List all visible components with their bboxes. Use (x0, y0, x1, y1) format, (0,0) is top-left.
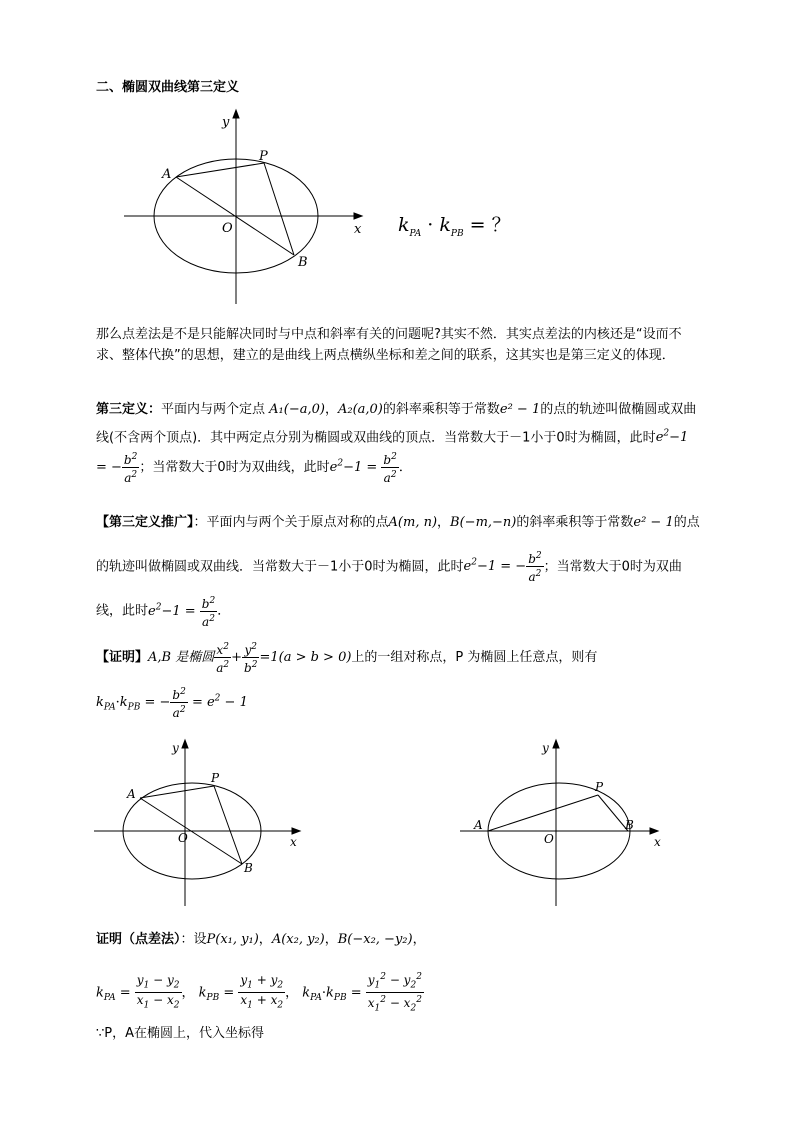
extension-text2: 的斜率乘积等于常数 (516, 515, 634, 530)
label-p: P (211, 771, 220, 785)
label-b: B (298, 255, 308, 270)
label-o: O (222, 221, 233, 236)
fraction-b2-a2: $\frac{b^2}{a^2}$ (123, 452, 138, 486)
label-o: O (544, 832, 554, 846)
segment-ap (176, 163, 264, 177)
fraction-x2-a2: $\frac{x^2}{a^2}$ (216, 642, 230, 675)
last-line: ∵P，A在椭圆上，代入坐标得 (96, 1026, 265, 1041)
label-y: y (222, 115, 230, 130)
ellipse-relation: $e^2-1$ = − (463, 558, 527, 575)
segment-pb (264, 163, 294, 255)
fraction-product: $\frac{y_1^2 - y_2^2}{x_1^2 - x_2^2}$ (367, 972, 422, 1014)
definition-text3: 的点的轨迹叫做椭圆或双曲线(不含两个顶点)．其中两定点分别为椭圆或双曲线的顶点．当常数大于－1小于0时为椭圆，此时 (96, 402, 697, 446)
label-b: B (625, 818, 634, 832)
x-axis-arrow-icon (292, 828, 300, 834)
extension-label: 【第三定义推广】 (96, 515, 194, 530)
period: ． (217, 603, 231, 619)
figure-ellipse-2 (90, 738, 310, 910)
label-o: O (178, 831, 188, 845)
point-a: A(m, n) (388, 515, 438, 530)
fraction-b2-a2: $\frac{b^2}{a^2}$ (172, 687, 186, 720)
question-mark: ？ (491, 214, 511, 236)
ellipse-relation: $e^2-1$ = − (96, 429, 689, 476)
definition-text2: 的斜率乘积等于常数 (382, 402, 500, 417)
label-b: B (244, 861, 253, 875)
comma: ， (324, 932, 338, 947)
extension-text5: 大于0时为双曲线，此时 (96, 559, 682, 619)
proof-text1: A,B 是椭圆 (148, 650, 215, 665)
pointdiff-line (96, 928, 426, 947)
proof-result: $k_{PA}\cdot k_{PB}$ = − $\frac{b^2}{a^2}$ = $e^2 - 1$ (96, 687, 248, 720)
y-axis-arrow-icon (233, 110, 239, 118)
definition-block (96, 398, 700, 485)
label-y: y (172, 741, 179, 755)
fraction-kpb: $\frac{y_1 + y_2}{x_1 + x_2}$ (240, 973, 284, 1011)
period: ． (398, 460, 412, 476)
slopes-line: $k_{PA}$ = $\frac{y_1 - y_2}{x_1 - x_2}$ ， $k_{PB}$ = $\frac{y_1 + y_2}{x_1 + x_2}$ ， $k_{PA}\cdot k_{PB}$ = $\frac{y_1^2 - y_2^2}{x_1^2 - x_2^2}$ (96, 972, 422, 1014)
extension-text1: ：平面内与两个关于原点对称的点 (193, 515, 389, 530)
section-title: 二、椭圆双曲线第三定义 (96, 80, 240, 95)
label-x: x (354, 222, 362, 237)
point-b: B(−m,−n) (450, 515, 517, 530)
comma: ， (324, 402, 338, 417)
label-p: P (259, 149, 268, 164)
extension-text3: 的点的轨迹叫做椭圆或双曲线．当常数大于－1小于0时为椭圆，此时 (96, 515, 700, 575)
pointdiff-text1: ：设 (180, 932, 207, 947)
proof-label: 【证明】 (96, 650, 149, 665)
extension-text4: ；当常数 (543, 559, 596, 575)
ellipse-condition: =1(a > b > 0) (259, 650, 352, 665)
definition-text1: 平面内与两个定点 (161, 402, 270, 417)
definition-label: 第三定义： (96, 402, 162, 417)
fraction-kpa: $\frac{y_1 - y_2}{x_1 - x_2}$ (136, 973, 180, 1011)
definition-text4: ；当常数大于0时为双曲线，此时 (139, 460, 330, 476)
figure-ellipse-1 (118, 108, 368, 308)
y-axis-arrow-icon (553, 740, 559, 748)
pointdiff-label: 证明（点差法） (96, 932, 181, 947)
point-a1: A₁(−a,0) (269, 402, 325, 417)
point-p: P(x₁, y₁) (206, 932, 259, 947)
constant-e2-1: e² − 1 (633, 515, 674, 530)
point-a2: A₂(a,0) (337, 402, 383, 417)
label-y: y (542, 741, 549, 755)
proof-text2: 上的一组对称点，P 为椭圆上任意点，则有 (351, 650, 598, 665)
fraction-b2-a2: $\frac{b^2}{a^2}$ (528, 551, 542, 585)
fraction-b2-a2: $\frac{b^2}{a^2}$ (383, 452, 397, 486)
constant-e2-1: e² − 1 (499, 402, 541, 417)
segment-pb (214, 786, 242, 864)
label-x: x (654, 835, 661, 849)
y-axis-arrow-icon (182, 740, 188, 748)
label-a: A (162, 167, 172, 182)
x-axis-arrow-icon (650, 828, 658, 834)
hyperbola-relation: $e^2-1$ = (148, 602, 200, 619)
point-b: B(−x₂, −y₂) (337, 932, 413, 947)
comma: ， (412, 932, 426, 947)
figure-ellipse-3 (456, 738, 676, 910)
fraction-y2-b2: $\frac{y^2}{b^2}$ (244, 642, 258, 675)
proof-block: 【证明】A,B 是椭圆 $\frac{x^2}{a^2}$ + $\frac{y^2}{b^2}$ =1(a > b > 0)上的一组对称点，P 为椭圆上任意点，则有 (96, 642, 598, 675)
fraction-b2-a2: $\frac{b^2}{a^2}$ (201, 595, 216, 629)
label-a: A (127, 787, 136, 801)
intro-paragraph: 那么点差法是不是只能解决同时与中点和斜率有关的问题呢?其实不然．其实点差法的内核还是“设而不求、整体代换”的思想，建立的是曲线上两点横纵坐标和差之间的联系，这其实也是第三定义的体现． (96, 327, 682, 363)
extension-block: 【第三定义推广】：平面内与两个关于原点对称的点A(m, n)，B(−m,−n)的斜率乘积等于常数e² − 1的点的轨迹叫做椭圆或双曲线．当常数大于－1小于0时为椭圆，此时$e^2-1$ = − $\frac{b^2}{a^2}$ ；当常数大于0时为双曲线，此时$e^2-1$ = $\frac{b^2}{a^2}$ ． (96, 515, 700, 629)
point-a: A(x₂, y₂) (271, 932, 325, 947)
comma: ， (258, 932, 272, 947)
x-axis-arrow-icon (354, 213, 362, 219)
hyperbola-relation: $e^2-1$ = (329, 459, 382, 476)
slope-product-question: $k_{PA} \cdot k_{PB}$ = ？ (398, 214, 511, 239)
label-x: x (290, 835, 297, 849)
label-a: A (474, 818, 483, 832)
label-p: P (595, 780, 604, 794)
